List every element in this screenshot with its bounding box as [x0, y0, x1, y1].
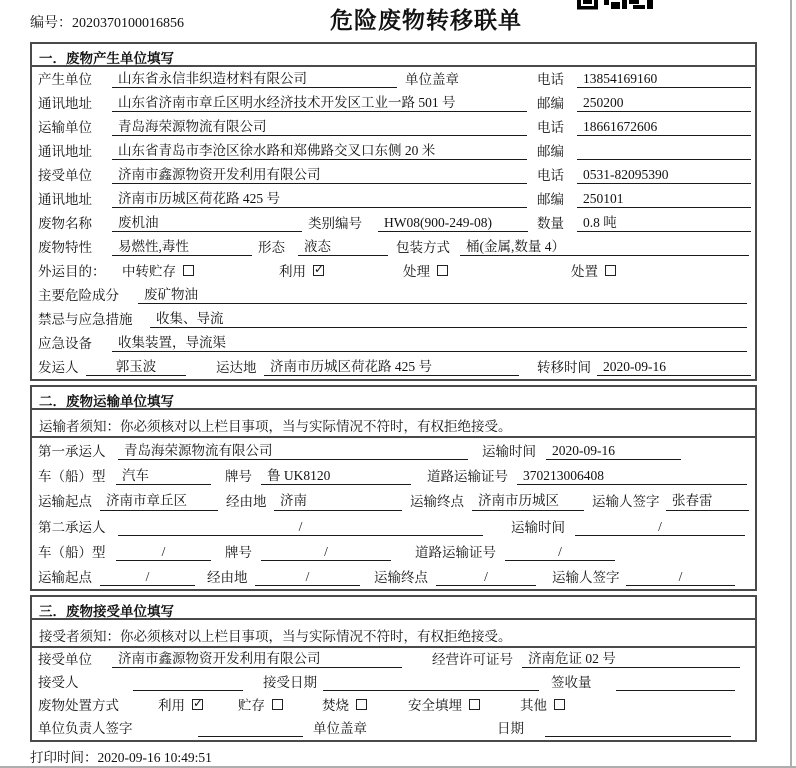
checkbox-option [322, 694, 367, 714]
field-value: 济南市鑫源物资开发利用有限公司 [112, 651, 402, 668]
row-transport-unit [32, 115, 755, 139]
field-label: 发运人 [38, 359, 79, 375]
field-label: 运输人签字 [552, 569, 620, 585]
serial-label: 编号： [30, 16, 72, 31]
field-label: 车（船）型 [38, 544, 106, 560]
right-column [537, 143, 751, 160]
checkbox-option [122, 260, 194, 280]
checkbox-option [520, 694, 565, 714]
section-3-title: 三．废物接受单位填写 [32, 597, 755, 620]
row-main-hazard [32, 283, 755, 307]
row-responsible-sign [32, 717, 755, 740]
row-route-1 [32, 488, 755, 513]
receiver-notice: 接受者须知：你必须核对以上栏目事项，当与实际情况不符时，有权拒绝接受。 [32, 620, 755, 648]
right-column [537, 71, 751, 88]
field-label: 道路运输证号 [415, 544, 496, 560]
row-disposal-method [32, 694, 755, 717]
field-label: 接受人 [38, 674, 79, 690]
checkbox-unchecked-icon [605, 265, 616, 276]
field-value: / [436, 569, 536, 586]
field-value [198, 720, 303, 737]
field-label: 电话 [537, 119, 564, 135]
row-receiver-unit [32, 163, 755, 187]
checkbox-label: 安全填埋 [408, 698, 462, 714]
field-value: / [116, 544, 211, 561]
field-label: 运输起点 [38, 569, 92, 585]
section-2-title: 二．废物运输单位填写 [32, 387, 755, 410]
print-timestamp [30, 746, 757, 766]
field-value: 山东省永信非织造材料有限公司 [112, 71, 397, 88]
field-label: 运输人签字 [592, 494, 660, 510]
checkbox-unchecked-icon [356, 699, 367, 710]
checkbox-label: 其他 [520, 698, 547, 714]
checkbox-option [238, 694, 283, 714]
field-label: 运输时间 [482, 444, 536, 459]
field-label: 单位盖章 [405, 71, 459, 87]
field-value: / [261, 544, 391, 561]
field-label: 运达地 [216, 359, 257, 375]
field-label: 邮编 [537, 143, 564, 159]
checkbox-checked-icon: ✓ [314, 261, 325, 276]
field-label: 签收量 [551, 674, 592, 690]
field-label: 形态 [258, 239, 285, 255]
field-label: 接受单位 [38, 167, 92, 183]
section-3-receiver [30, 595, 757, 742]
field-label: 经营许可证号 [432, 651, 513, 667]
field-label: 通讯地址 [38, 191, 92, 207]
field-label: 单位负责人签字 [38, 720, 133, 736]
field-label: 接受单位 [38, 651, 92, 667]
field-value: 370213006408 [517, 468, 747, 485]
field-value: / [575, 519, 745, 536]
page-title: 危险废物转移联单 [330, 8, 522, 33]
row-route-2 [32, 564, 755, 589]
field-value: 收集、导流 [150, 311, 747, 328]
field-label: 运输单位 [38, 119, 92, 135]
field-value: 桶(金属,数量 4） [460, 239, 749, 256]
field-value: 济南市鑫源物资开发利用有限公司 [112, 167, 527, 184]
section-1-producer [30, 42, 757, 381]
field-value: 废矿物油 [138, 287, 747, 304]
field-value [616, 674, 735, 691]
field-value: 济南市历城区荷花路 425 号 [112, 191, 527, 208]
field-label: 日期 [497, 720, 524, 736]
form-header [30, 0, 757, 42]
qr-code-icon [577, 0, 653, 12]
field-value: 2020-09-16 [546, 443, 681, 460]
checkbox-unchecked-icon [554, 699, 565, 710]
field-value: 收集装置，导流渠 [112, 335, 747, 352]
serial-number [30, 12, 184, 32]
field-value: / [118, 519, 483, 536]
field-value: 液态 [298, 239, 388, 256]
checkbox-unchecked-icon [183, 265, 194, 276]
field-value: 济南市章丘区 [100, 493, 218, 510]
field-value: 250200 [577, 95, 751, 112]
row-second-carrier [32, 514, 755, 539]
right-column [537, 359, 751, 376]
field-label: 外运目的： [38, 263, 106, 279]
checkbox-option [158, 694, 203, 714]
field-value: 废机油 [112, 215, 302, 232]
field-label: 禁忌与应急措施 [38, 311, 133, 327]
row-vehicle-2 [32, 539, 755, 564]
row-waste-traits [32, 235, 755, 259]
checkbox-label: 处置 [571, 264, 598, 279]
checkbox-option [279, 260, 324, 280]
field-label: 邮编 [537, 95, 564, 111]
field-value: HW08(900-249-08) [378, 215, 528, 232]
checkbox-unchecked-icon [469, 699, 480, 710]
field-label: 数量 [537, 215, 564, 231]
field-label: 包装方式 [396, 239, 450, 255]
field-value: 0531-82095390 [577, 167, 751, 184]
page-edge [790, 0, 792, 768]
field-value: 250101 [577, 191, 751, 208]
field-value: 济南 [274, 493, 402, 510]
row-first-carrier [32, 438, 755, 463]
field-label: 电话 [537, 71, 564, 87]
field-label: 类别编号 [308, 215, 362, 231]
right-column [537, 215, 751, 232]
field-label: 运输起点 [38, 494, 92, 510]
field-label: 牌号 [225, 544, 252, 560]
field-value: 济南危证 02 号 [522, 651, 740, 668]
field-value: 2020-09-16 [597, 359, 751, 376]
field-value: 山东省青岛市李沧区徐水路和郑佛路交叉口东侧 20 米 [112, 143, 527, 160]
checkbox-label: 贮存 [238, 698, 265, 714]
field-label: 经由地 [207, 569, 248, 585]
checkbox-option [571, 260, 616, 280]
checkbox-label: 利用 [158, 698, 185, 714]
row-receiver-address [32, 187, 755, 211]
field-value: / [505, 544, 615, 561]
field-value: 青岛海荣源物流有限公司 [112, 119, 527, 136]
field-label: 单位盖章 [313, 720, 367, 736]
field-label: 第二承运人 [38, 519, 106, 535]
field-label: 牌号 [225, 469, 252, 485]
checkbox-unchecked-icon [272, 699, 283, 710]
field-label: 接受日期 [263, 674, 317, 690]
field-label: 经由地 [226, 494, 267, 510]
field-value [545, 720, 731, 737]
row-vehicle-1 [32, 463, 755, 488]
right-column [537, 167, 751, 184]
print-label: 打印时间： [30, 750, 98, 766]
checkbox-label: 利用 [279, 264, 306, 279]
row-transfer-purpose [32, 259, 755, 283]
field-label: 通讯地址 [38, 143, 92, 159]
field-value: 济南市历城区 [472, 493, 584, 510]
row-shipper [32, 355, 755, 379]
field-label: 废物处置方式 [38, 697, 119, 713]
field-label: 运输终点 [374, 569, 428, 585]
row-producer-unit [32, 67, 755, 91]
field-value [133, 674, 243, 691]
row-receiving-unit [32, 648, 755, 671]
row-emergency-equipment [32, 331, 755, 355]
checkbox-option [408, 694, 480, 714]
field-label: 主要危险成分 [38, 287, 119, 303]
row-receiver-sign [32, 671, 755, 694]
row-emergency-measures [32, 307, 755, 331]
field-value: 张春雷 [666, 493, 749, 510]
row-transport-address [32, 139, 755, 163]
transporter-notice: 运输者须知：你必须核对以上栏目事项，当与实际情况不符时，有权拒绝接受。 [32, 410, 755, 438]
field-label: 邮编 [537, 191, 564, 207]
field-label: 转移时间 [537, 359, 591, 375]
field-label: 第一承运人 [38, 444, 106, 459]
field-value: 青岛海荣源物流有限公司 [118, 443, 468, 460]
field-label: 运输终点 [410, 494, 464, 510]
field-value: 汽车 [116, 468, 211, 485]
field-value: / [626, 569, 735, 586]
right-column [537, 191, 751, 208]
checkbox-option [403, 260, 448, 280]
field-label: 产生单位 [38, 71, 92, 87]
checkbox-label: 焚烧 [322, 698, 349, 714]
field-value [323, 674, 539, 691]
section-2-transporter [30, 385, 757, 591]
row-producer-address [32, 91, 755, 115]
row-waste-name [32, 211, 755, 235]
field-label: 电话 [537, 167, 564, 183]
field-label: 废物名称 [38, 215, 92, 231]
field-label: 废物特性 [38, 239, 92, 255]
field-value: 0.8 吨 [577, 215, 751, 232]
checkbox-label: 处理 [403, 264, 430, 279]
field-label: 车（船）型 [38, 469, 106, 485]
field-value: 18661672606 [577, 119, 751, 136]
field-value: 山东省济南市章丘区明水经济技术开发区工业一路 501 号 [112, 95, 527, 112]
field-value [577, 143, 751, 160]
field-label: 应急设备 [38, 335, 92, 351]
checkbox-unchecked-icon [437, 265, 448, 276]
serial-value: 2020370100016856 [72, 16, 184, 31]
print-value: 2020-09-16 10:49:51 [97, 750, 212, 766]
field-label: 运输时间 [511, 519, 565, 535]
checkbox-label: 中转贮存 [122, 264, 176, 279]
field-value: 易燃性,毒性 [112, 239, 252, 256]
field-value: 郭玉波 [86, 359, 186, 376]
section-1-title: 一．废物产生单位填写 [32, 44, 755, 67]
field-value: 鲁 UK8120 [261, 468, 411, 485]
field-value: 济南市历城区荷花路 425 号 [264, 359, 519, 376]
field-label: 道路运输证号 [427, 469, 508, 485]
field-value: 13854169160 [577, 71, 751, 88]
field-value: / [255, 569, 360, 586]
field-value: / [100, 569, 195, 586]
field-label: 通讯地址 [38, 95, 92, 111]
checkbox-checked-icon: ✓ [193, 695, 204, 710]
right-column [537, 95, 751, 112]
right-column [537, 119, 751, 136]
